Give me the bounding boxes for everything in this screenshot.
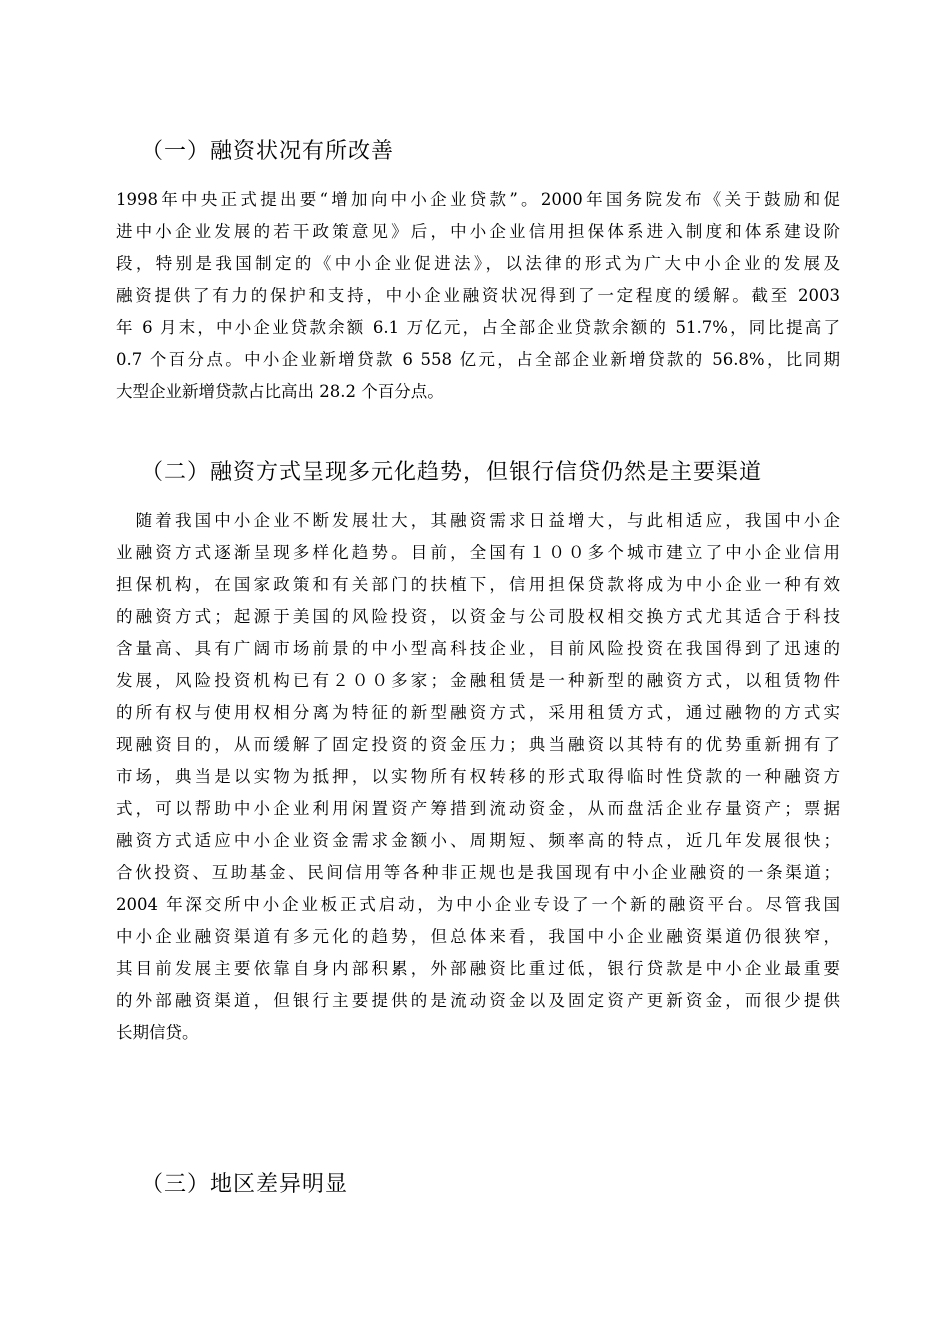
paragraph-line: 合伙投资、互助基金、民间信用等各种非正规也是我国现有中小企业融资的一条渠道； xyxy=(116,863,840,882)
section-heading-1: （一）融资状况有所改善 xyxy=(141,139,395,164)
paragraph-line: 业融资方式逐渐呈现多样化趋势。目前，全国有１００多个城市建立了中小企业信用 xyxy=(116,543,840,562)
paragraph-line: 长期信贷。 xyxy=(116,1023,199,1042)
paragraph-financing-diversified xyxy=(116,505,840,1049)
paragraph-line: 融资方式适应中小企业资金需求金额小、周期短、频率高的特点，近几年发展很快； xyxy=(116,831,840,850)
paragraph-line: 担保机构，在国家政策和有关部门的扶植下，信用担保贷款将成为中小企业一种有效 xyxy=(116,575,840,594)
paragraph-line: 的外部融资渠道，但银行主要提供的是流动资金以及固定资产更新资金，而很少提供 xyxy=(116,991,840,1010)
paragraph-line: 年 6 月末，中小企业贷款余额 6.1 万亿元，占全部企业贷款余额的 51.7%，同比提高了 xyxy=(116,318,840,337)
paragraph-line: 2004 年深交所中小企业板正式启动，为中小企业专设了一个新的融资平台。尽管我国 xyxy=(116,895,840,914)
paragraph-line: 融资提供了有力的保护和支持，中小企业融资状况得到了一定程度的缓解。截至 2003 xyxy=(116,286,840,305)
paragraph-line: 市场，典当是以实物为抵押，以实物所有权转移的形式取得临时性贷款的一种融资方 xyxy=(116,767,840,786)
section-heading-3: （三）地区差异明显 xyxy=(141,1172,349,1197)
paragraph-line: 发展，风险投资机构已有２００多家；金融租赁是一种新型的融资方式，以租赁物件 xyxy=(116,671,840,690)
section-heading-2: （二）融资方式呈现多元化趋势，但银行信贷仍然是主要渠道 xyxy=(141,460,763,485)
paragraph-line: 0.7 个百分点。中小企业新增贷款 6 558 亿元，占全部企业新增贷款的 56.8%，比同期 xyxy=(116,350,840,369)
paragraph-line: 现融资目的，从而缓解了固定投资的资金压力；典当融资以其特有的优势重新拥有了 xyxy=(116,735,840,754)
paragraph-line: 其目前发展主要依靠自身内部积累，外部融资比重过低，银行贷款是中小企业最重要 xyxy=(116,959,840,978)
paragraph-line: 的所有权与使用权相分离为特征的新型融资方式，采用租赁方式，通过融物的方式实 xyxy=(116,703,840,722)
paragraph-line: 式，可以帮助中小企业利用闲置资产筹措到流动资金，从而盘活企业存量资产；票据 xyxy=(116,799,840,818)
paragraph-line: 1998年中央正式提出要“增加向中小企业贷款”。2000年国务院发布《关于鼓励和促 xyxy=(116,190,840,209)
paragraph-financing-improved xyxy=(116,184,840,408)
paragraph-line: 中小企业融资渠道有多元化的趋势，但总体来看，我国中小企业融资渠道仍很狭窄， xyxy=(116,927,840,946)
paragraph-line: 段，特别是我国制定的《中小企业促进法》，以法律的形式为广大中小企业的发展及 xyxy=(116,254,840,273)
paragraph-line: 随着我国中小企业不断发展壮大，其融资需求日益增大，与此相适应，我国中小企 xyxy=(116,511,840,530)
paragraph-line: 的融资方式；起源于美国的风险投资，以资金与公司股权相交换方式尤其适合于科技 xyxy=(116,607,840,626)
paragraph-line: 含量高、具有广阔市场前景的中小型高科技企业，目前风险投资在我国得到了迅速的 xyxy=(116,639,840,658)
paragraph-line: 进中小企业发展的若干政策意见》后，中小企业信用担保体系进入制度和体系建设阶 xyxy=(116,222,840,241)
paragraph-line: 大型企业新增贷款占比高出 28.2 个百分点。 xyxy=(116,382,444,401)
